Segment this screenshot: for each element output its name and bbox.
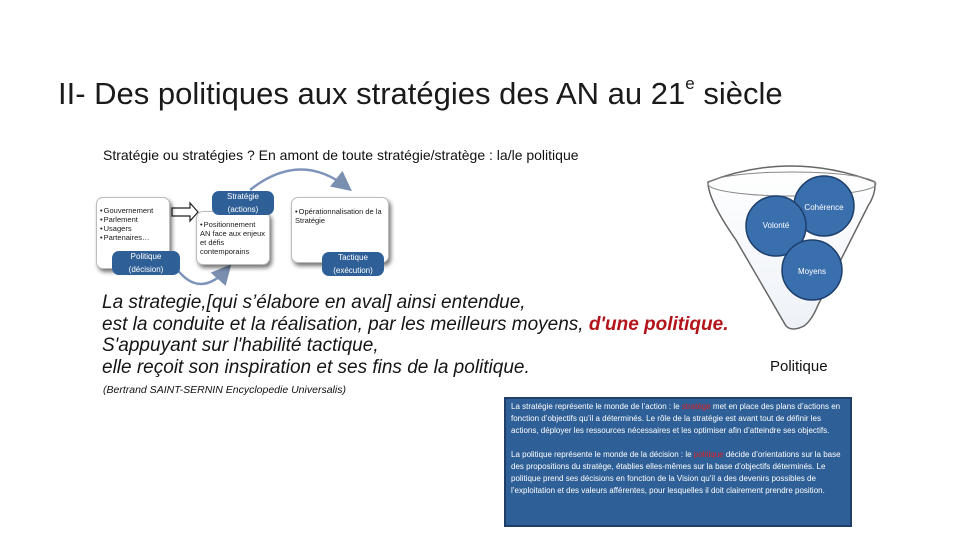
list-item: • Opérationnalisation de la Stratégie [295,207,385,225]
definition-box [504,397,852,527]
quote-line: La strategie,[qui s’élabore en aval] ainsi entendue, [102,292,526,313]
arc-arrow-bottom [176,268,228,284]
pill-label: Politique [130,252,162,261]
quote-line: elle reçoit son inspiration et ses fins de la politique. [102,356,530,378]
slide-title: II- Des politiques aux stratégies des AN au 21e siècle [58,73,783,111]
definition-politique: La politique représente le monde de la décision : le politique décide d’orientations sur la base des propositions du stratège, établies elles-mêmes sur la base d’objectifs déterminés. Le politique prend ses décisions en fonction de la Vision qu’il a des devenirs possibles de l’exploitation et des valeurs afférentes, pour lesquelles il doit clairement prendre position. [511,450,841,495]
pill-sublabel: (décision) [128,265,164,274]
pill-sublabel: (exécution) [333,266,373,275]
list-item: • Usagers [100,224,153,233]
funnel-bottom-label: Politique [770,358,828,375]
pill-label: Stratégie [226,192,260,201]
box-strategie [196,211,270,265]
arc-arrow-top [250,169,348,190]
quote-author: (Bertrand SAINT-SERNIN Encyclopedie Universalis) [103,384,346,396]
label-volonte: Volonté [762,221,790,230]
quote-line: est la conduite et la réalisation, par les meilleurs moyens, d'une politique. [102,313,729,335]
quote-line: S'appuyant sur l'habilité tactique, [102,335,379,356]
pill-tactique [322,252,384,276]
label-moyens: Moyens [797,267,827,276]
pill-politique [112,251,180,275]
double-arrow [172,203,198,221]
label-coherence: Cohérence [804,203,844,212]
keyword-politique: politique [693,450,724,459]
pill-sublabel: (actions) [227,205,259,214]
definition-strategie: La stratégie représente le monde de l’action : le stratège met en place des plans d’actions en fonction d’objectifs qu’il a déterminés. Le rôle de la stratégie est avant tout de définir les actions, déployer les ressources nécessaires et les optimiser afin d’atteindre ses objectifs. [511,402,841,435]
keyword-stratege: stratège [681,402,711,411]
list-item: • Partenaires… [100,233,153,242]
list-item: • Parlement [100,215,153,224]
quote-highlight: d'une politique. [588,313,729,335]
quote-block [102,292,728,378]
list-item: • Positionnement AN face aux enjeux et défis contemporains [200,220,266,256]
pill-label: Tactique [338,253,368,262]
pill-strategie [212,191,274,215]
slide-subtitle: Stratégie ou stratégies ? En amont de toute stratégie/stratège : la/le politique [103,147,579,163]
funnel-diagram [700,160,890,350]
list-item: • Gouvernement [100,206,153,215]
